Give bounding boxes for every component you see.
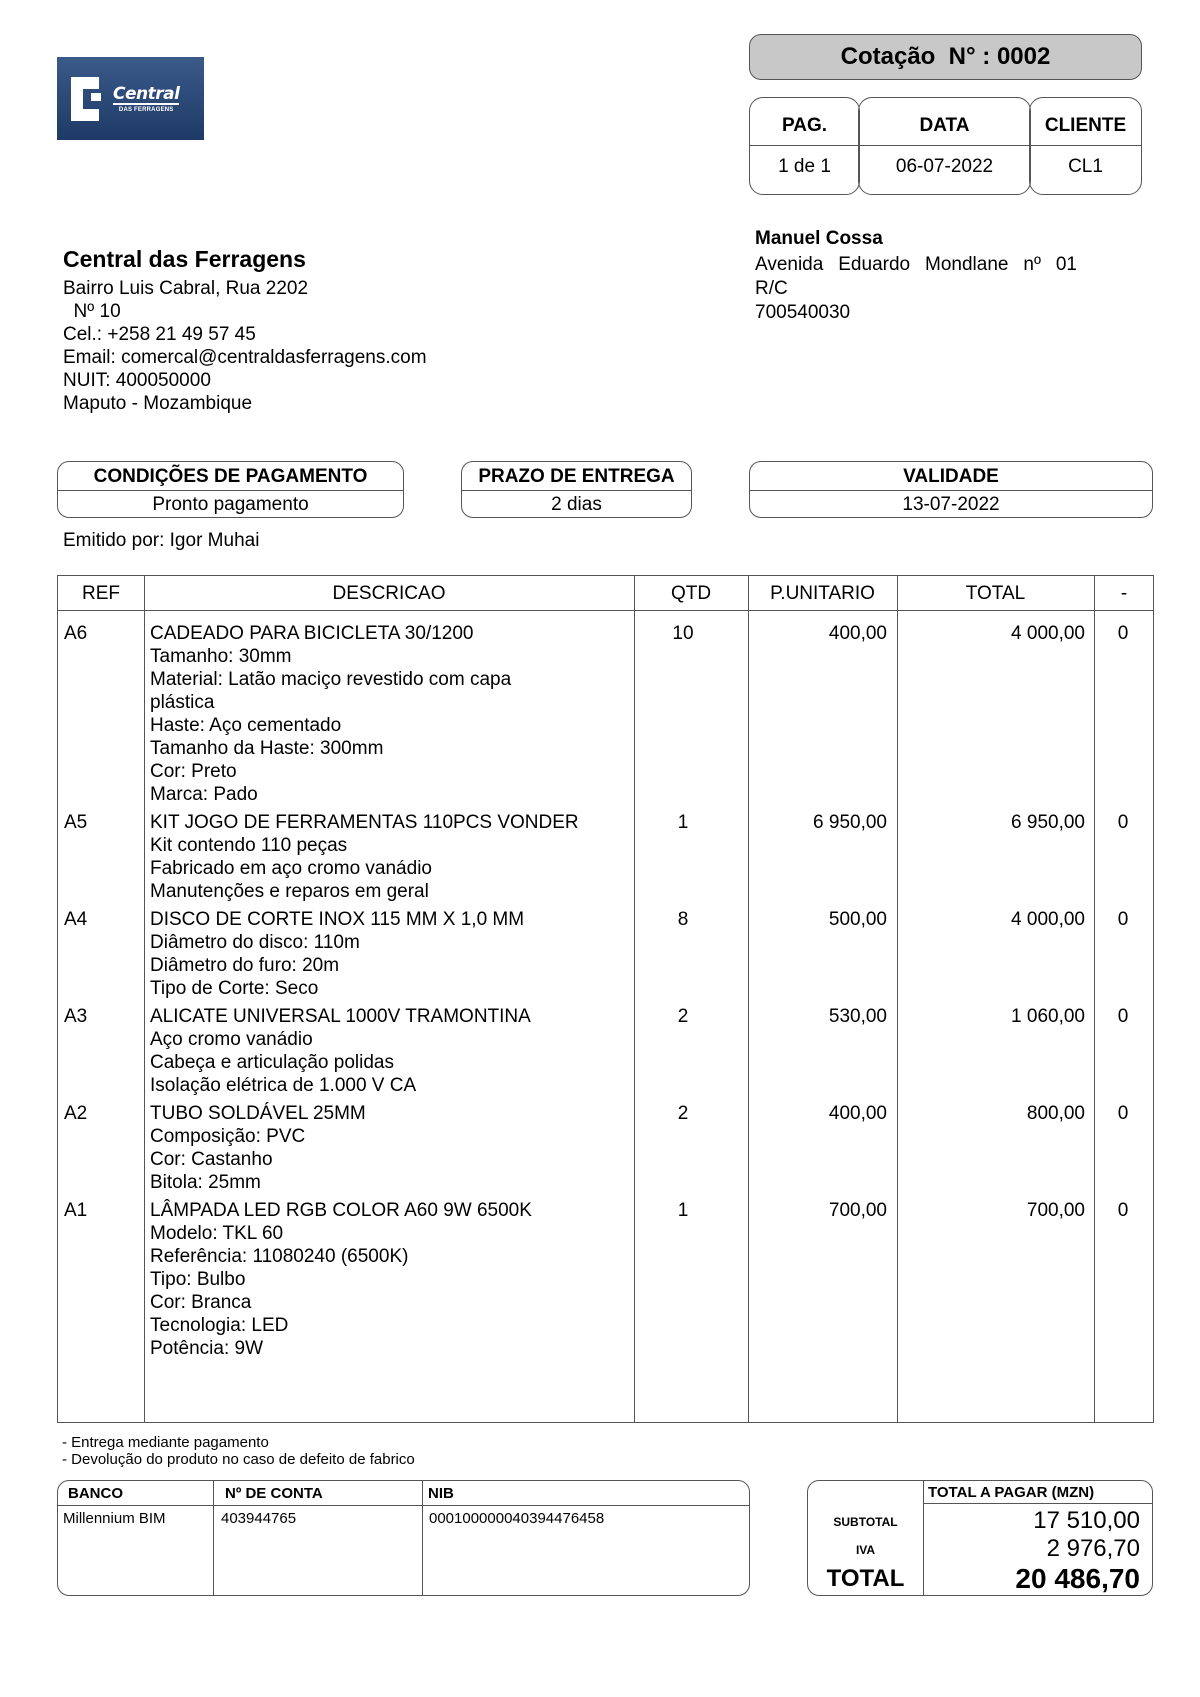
item-qty: 8 [677,909,689,930]
item-description-line: Isolação elétrica de 1.000 V CA [150,1075,417,1096]
item-description-line: Composição: PVC [150,1126,306,1147]
item-total: 800,00 [1026,1103,1085,1124]
divider [213,1481,214,1595]
divider [58,1505,749,1506]
client-phone: 700540030 [755,302,851,323]
item-description-line: Referência: 11080240 (6500K) [150,1246,409,1267]
table-row [58,1102,1153,1194]
item-description [150,811,640,903]
company-name: Central das Ferragens [63,246,306,272]
item-description-line: Tamanho: 30mm [150,646,292,667]
item-description-line: TUBO SOLDÁVEL 25MM [150,1103,366,1124]
account-label: Nº DE CONTA [225,1485,323,1502]
item-description-line: Diâmetro do furo: 20m [150,955,340,976]
client-line: Avenida Eduardo Mondlane nº 01 [755,254,1077,275]
quote-number: Cotação N° : 0002 [749,34,1142,80]
item-description-line: Tipo de Corte: Seco [150,978,319,999]
item-ref: A5 [64,812,88,833]
item-description [150,1199,640,1360]
table-row [58,622,1153,806]
item-description-line: plástica [150,692,215,713]
col-header-description: DESCRICAO [332,582,446,604]
delivery-label: PRAZO DE ENTREGA [462,462,691,491]
note-line: - Entrega mediante pagamento [62,1434,269,1451]
validity-box [749,461,1153,518]
item-unit-price: 700,00 [828,1200,887,1221]
payment-conditions-value: Pronto pagamento [152,493,309,515]
note-line: - Devolução do produto no caso de defeito de fabrico [62,1451,415,1468]
item-unit-price: 400,00 [828,1103,887,1124]
company-line: Nº 10 [63,301,121,322]
company-city: Maputo - Mozambique [63,393,253,414]
item-description-line: Aço cromo vanádio [150,1029,313,1050]
item-description-line: Manutenções e reparos em geral [150,881,429,902]
col-header-discount: - [1120,582,1128,604]
item-unit-price: 6 950,00 [813,812,887,833]
item-ref: A1 [64,1200,88,1221]
col-header-ref: REF [82,582,120,604]
company-address [63,248,427,415]
item-description-line: Haste: Aço cementado [150,715,342,736]
client-name: Manuel Cossa [755,228,883,249]
page-label: PAG. [750,98,859,146]
page-value: 1 de 1 [778,156,831,177]
divider [923,1503,1152,1504]
item-qty: 1 [677,1200,689,1221]
subtotal-value: 17 510,00 [1033,1507,1140,1534]
item-total: 6 950,00 [1011,812,1085,833]
client-info-box [1029,97,1142,195]
client-value: CL1 [1068,156,1103,177]
item-qty: 2 [677,1103,689,1124]
client-line: R/C [755,278,788,299]
item-description-line: Potência: 9W [150,1338,263,1359]
item-discount: 0 [1117,1103,1129,1124]
company-logo [57,57,204,140]
col-header-unit-price: P.UNITARIO [770,582,875,604]
validity-value: 13-07-2022 [902,493,1000,515]
iva-label: IVA [855,1543,876,1557]
item-unit-price: 400,00 [828,623,887,644]
item-description-line: Tipo: Bulbo [150,1269,246,1290]
logo-subtitle: DAS FERRAGENS [118,106,174,113]
item-discount: 0 [1117,1006,1129,1027]
item-description [150,908,640,1000]
item-total: 4 000,00 [1011,909,1085,930]
issued-by: Emitido por: Igor Muhai [63,530,260,551]
item-description-line: ALICATE UNIVERSAL 1000V TRAMONTINA [150,1006,531,1027]
item-description-line: Tamanho da Haste: 300mm [150,738,384,759]
subtotal-label: SUBTOTAL [833,1515,898,1529]
item-ref: A4 [64,909,88,930]
date-info-box [858,97,1031,195]
client-label: CLIENTE [1030,98,1141,146]
item-qty: 2 [677,1006,689,1027]
nib-label: NIB [428,1485,454,1502]
company-nuit: NUIT: 400050000 [63,370,211,391]
item-qty: 10 [672,623,694,644]
item-discount: 0 [1117,812,1129,833]
item-description-line: KIT JOGO DE FERRAMENTAS 110PCS VONDER [150,812,579,833]
item-total: 700,00 [1026,1200,1085,1221]
totals-box [807,1480,1153,1596]
item-description-line: DISCO DE CORTE INOX 115 MM X 1,0 MM [150,909,525,930]
notes [62,1434,415,1468]
date-value: 06-07-2022 [895,156,994,177]
payment-conditions-box [57,461,404,518]
company-phone: Cel.: +258 21 49 57 45 [63,324,256,345]
item-description-line: Material: Latão maciço revestido com capa [150,669,512,690]
item-total: 4 000,00 [1011,623,1085,644]
item-description-line: Kit contendo 110 peças [150,835,348,856]
table-row [58,1005,1153,1097]
item-description-line: Bitola: 25mm [150,1172,261,1193]
nib-value: 000100000040394476458 [429,1510,605,1527]
bank-details-box [57,1480,750,1596]
iva-value: 2 976,70 [1046,1535,1140,1562]
logo-name: Central [113,83,180,104]
total-to-pay-header: TOTAL A PAGAR (MZN) [928,1484,1095,1501]
divider [422,1481,423,1595]
company-line: Bairro Luis Cabral, Rua 2202 [63,278,309,299]
items-table [57,575,1154,1423]
item-discount: 0 [1117,623,1129,644]
date-label: DATA [859,98,1030,146]
payment-conditions-label: CONDIÇÕES DE PAGAMENTO [58,462,403,491]
client-address [755,227,1077,325]
item-unit-price: 530,00 [828,1006,887,1027]
item-ref: A3 [64,1006,88,1027]
item-description-line: Cor: Castanho [150,1149,273,1170]
item-description-line: Marca: Pado [150,784,258,805]
total-value: 20 486,70 [1015,1563,1140,1594]
item-description [150,1005,640,1097]
delivery-value: 2 dias [551,493,602,515]
total-label: TOTAL [826,1565,905,1592]
item-ref: A2 [64,1103,88,1124]
bank-label: BANCO [68,1485,123,1502]
item-unit-price: 500,00 [828,909,887,930]
table-row [58,908,1153,1000]
company-email: Email: comercal@centraldasferragens.com [63,347,427,368]
item-description-line: CADEADO PARA BICICLETA 30/1200 [150,623,474,644]
item-discount: 0 [1117,909,1129,930]
item-qty: 1 [677,812,689,833]
item-description [150,622,640,806]
bank-value: Millennium BIM [63,1510,166,1527]
item-total: 1 060,00 [1011,1006,1085,1027]
account-value: 403944765 [221,1510,297,1527]
item-description-line: Cor: Preto [150,761,237,782]
validity-label: VALIDADE [750,462,1152,491]
item-description-line: Fabricado em aço cromo vanádio [150,858,432,879]
item-description-line: Cabeça e articulação polidas [150,1052,394,1073]
col-header-qty: QTD [670,582,712,604]
item-description-line: LÂMPADA LED RGB COLOR A60 9W 6500K [150,1200,532,1221]
item-description-line: Cor: Branca [150,1292,252,1313]
logo-cf-icon [67,71,105,127]
table-row [58,811,1153,903]
item-ref: A6 [64,623,88,644]
item-description [150,1102,640,1194]
item-discount: 0 [1117,1200,1129,1221]
col-header-total: TOTAL [965,582,1026,604]
table-row [58,1199,1153,1360]
table-header [58,576,1153,611]
item-description-line: Diâmetro do disco: 110m [150,932,360,953]
item-description-line: Modelo: TKL 60 [150,1223,284,1244]
delivery-box [461,461,692,518]
divider [923,1481,924,1595]
item-description-line: Tecnologia: LED [150,1315,289,1336]
page-info-box [749,97,860,195]
